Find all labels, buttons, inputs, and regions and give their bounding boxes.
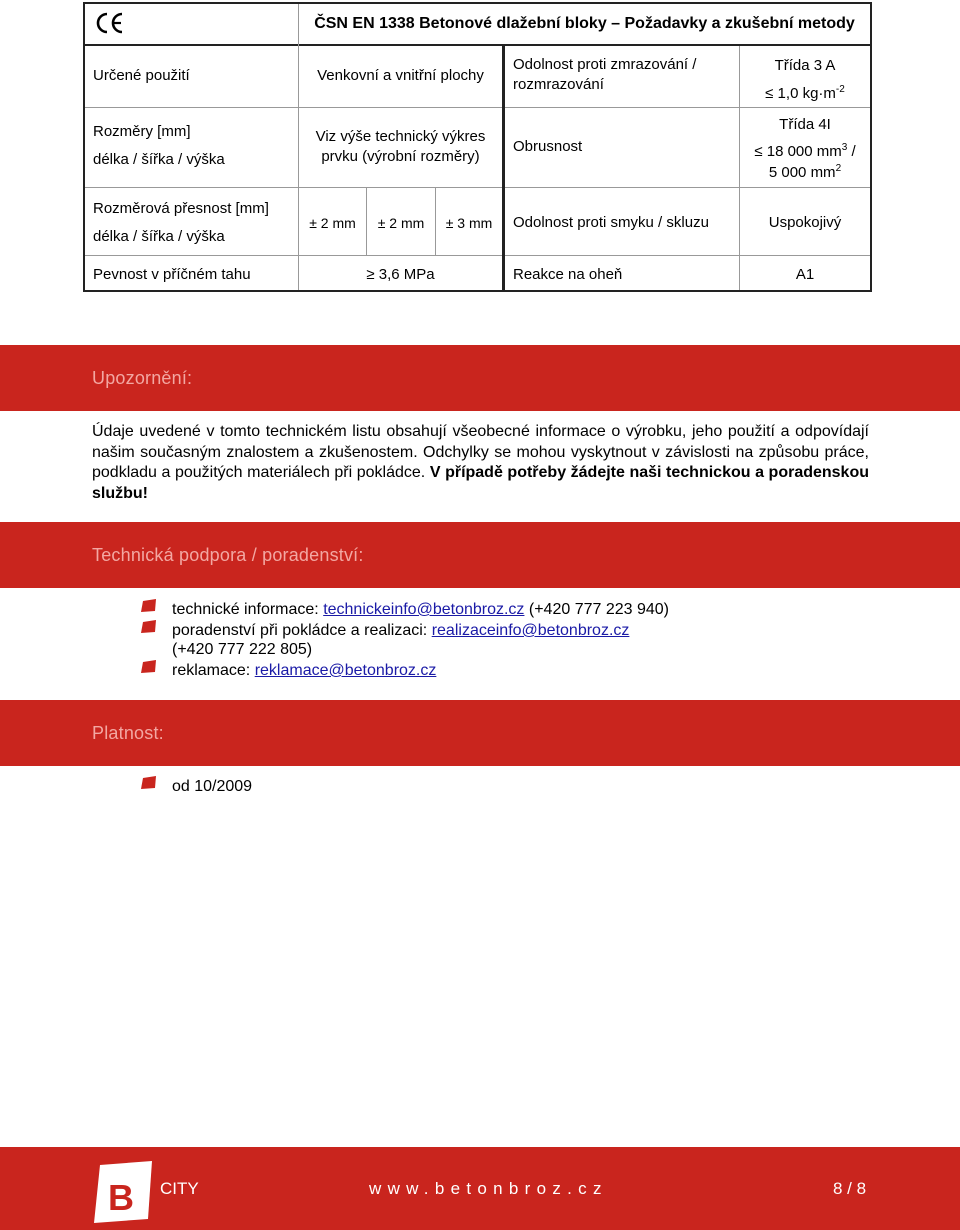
notice-bold: V případě potřeby žádejte naši technickou a poradenskou službu! xyxy=(92,464,870,502)
row-label-dimensions-sub: délka / šířka / výška xyxy=(93,151,225,168)
result-slip-resistance: Uspokojivý xyxy=(768,214,842,231)
footer-product: CITY xyxy=(160,1179,199,1198)
table-row-divider xyxy=(85,187,870,188)
row-value-tensile-strength: ≥ 3,6 MPa xyxy=(366,266,435,283)
footer-page-number: 8 / 8 xyxy=(833,1179,867,1198)
validity-value: od 10/2009 xyxy=(172,778,253,795)
validity-bar xyxy=(0,700,960,766)
result-freeze-thaw-class: Třída 3 A xyxy=(774,57,836,74)
row-label-dimension-accuracy: Rozměrová přesnost [mm] xyxy=(93,200,269,217)
complaints-email-link[interactable]: reklamace@betonbroz.cz xyxy=(254,662,437,679)
row-label-tensile-strength: Pevnost v příčném tahu xyxy=(93,266,251,283)
installation-email-link[interactable]: realizaceinfo@betonbroz.cz xyxy=(431,622,630,639)
result-fire-reaction: A1 xyxy=(795,266,815,283)
bullet-icon xyxy=(141,599,157,612)
result-freeze-thaw-value: ≤ 1,0 $kg\cdot m^{-2}$ xyxy=(765,84,845,102)
spec-table xyxy=(83,2,872,292)
table-row-divider xyxy=(85,107,870,108)
bullet-icon xyxy=(141,620,157,633)
property-slip-resistance: Odolnost proti smyku / skluzu xyxy=(513,214,709,231)
property-fire-reaction: Reakce na oheň xyxy=(513,266,623,283)
row-label-intended-use: Určené použití xyxy=(93,67,190,84)
support-bar xyxy=(0,522,960,588)
bullet-icon xyxy=(141,776,157,789)
notice-heading: Upozornění: xyxy=(92,368,193,388)
row-value-intended-use: Venkovní a vnitřní plochy xyxy=(317,67,484,84)
support-item-installation: poradenství při pokládce a realizaci: realizaceinfo@betonbroz.cz xyxy=(172,622,630,639)
footer xyxy=(0,1147,960,1230)
table-row-divider xyxy=(85,255,870,256)
betonbroz-logo-icon xyxy=(94,1161,154,1223)
row-label-dimensions: Rozměry [mm] xyxy=(93,123,191,140)
logo-letter: B xyxy=(108,1177,134,1218)
support-item-technical: technické informace: technickeinfo@betonbroz.cz (+420 777 223 940) xyxy=(172,601,669,618)
notice-text: Údaje uvedené v tomto technickém listu obsahují všeobecné informace o výrobku, jeho použití a odpovídají našim současným znalostem a zkušenostem. Odchylky se mohou vyskytnout v závislosti na způsobu práce, podkladu a použitých materiálech při pokládce. V případě potřeby žádejte naši technickou a poradenskou službu! xyxy=(92,423,870,502)
footer-website[interactable]: www.betonbroz.cz xyxy=(369,1179,608,1198)
notice-bar xyxy=(0,345,960,411)
table-header-divider xyxy=(85,44,870,46)
bullet-icon xyxy=(141,660,157,673)
row-value-dimensions: Viz výše technický výkres prvku (výrobní rozměry) xyxy=(315,128,486,165)
result-abrasion-value: ≤ 18 000 $mm^3$ / xyxy=(754,142,856,160)
tolerance-width: ± 2 mm xyxy=(377,215,425,231)
tolerance-height: ± 3 mm xyxy=(445,215,493,231)
property-freeze-thaw: Odolnost proti zmrazování / rozmrazování xyxy=(513,56,697,93)
result-abrasion-value-2: 5 000 $mm^2$ xyxy=(768,163,842,181)
ce-mark-icon xyxy=(95,12,135,36)
validity-heading: Platnost: xyxy=(92,723,164,743)
support-item-installation-phone: (+420 777 222 805) xyxy=(172,641,313,658)
support-heading: Technická podpora / poradenství: xyxy=(92,545,364,565)
property-abrasion: Obrusnost xyxy=(513,138,583,155)
standard-title: ČSN EN 1338 Betonové dlažební bloky – Požadavky a zkušební metody xyxy=(314,15,855,32)
result-abrasion-class: Třída 4I xyxy=(779,116,831,133)
technical-email-link[interactable]: technickeinfo@betonbroz.cz xyxy=(323,601,525,618)
tolerance-length: ± 2 mm xyxy=(309,215,356,231)
row-label-dimension-accuracy-sub: délka / šířka / výška xyxy=(93,228,225,245)
support-item-complaints: reklamace: reklamace@betonbroz.cz xyxy=(172,662,437,679)
